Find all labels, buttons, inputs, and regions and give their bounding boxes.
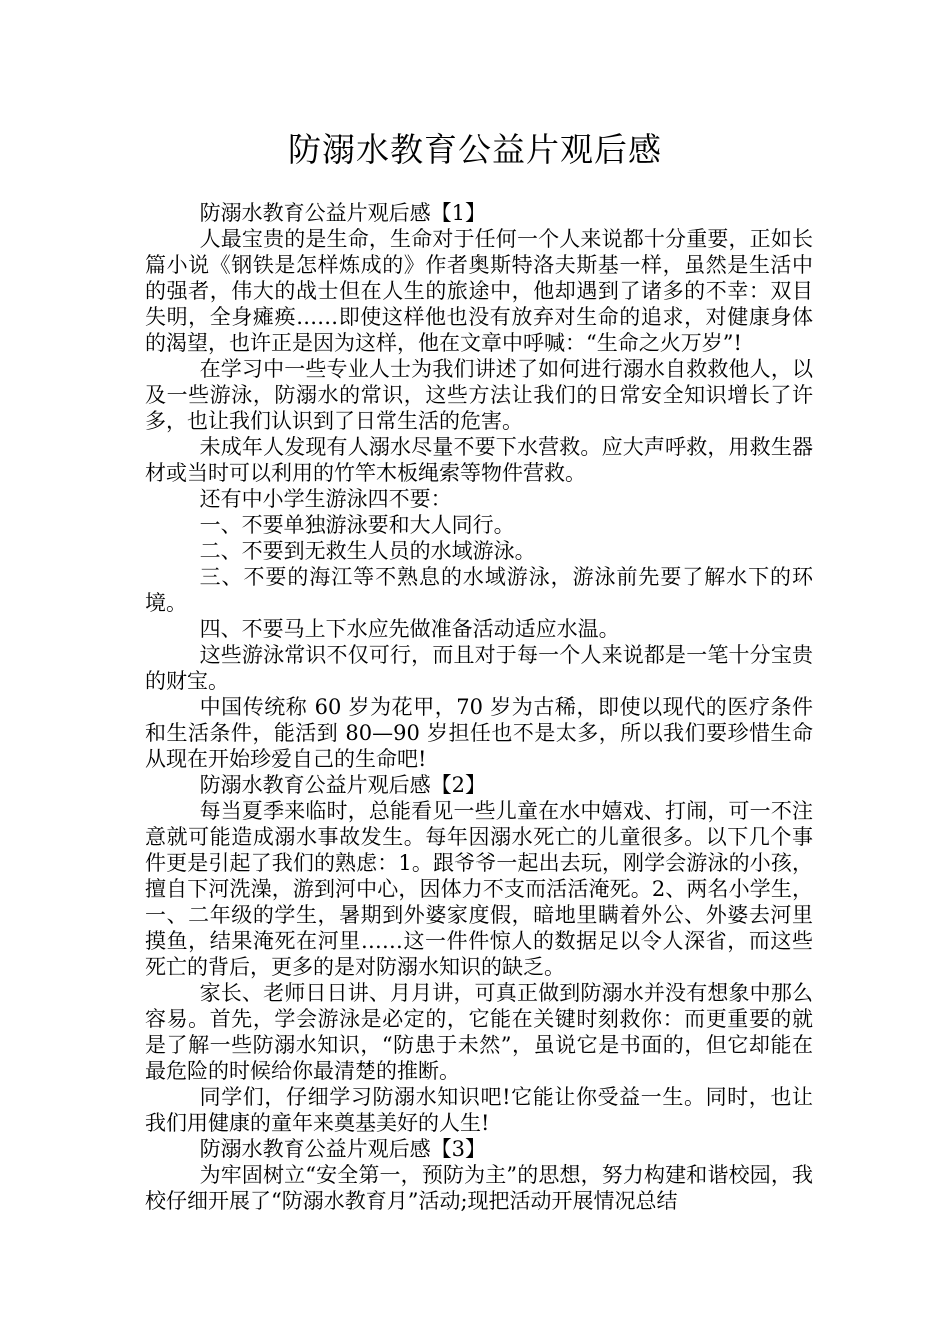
paragraph: 未成年人发现有人溺水尽量不要下水营救。应大声呼救，用救生器材或当时可以利用的竹竿木板绳索等物件营救。 xyxy=(145,435,813,485)
list-item: 四、不要马上下水应先做准备活动适应水温。 xyxy=(199,617,620,641)
paragraph: 这些游泳常识不仅可行，而且对于每一个人来说都是一笔十分宝贵的财宝。 xyxy=(145,643,813,693)
list-item: 二、不要到无救生人员的水域游泳。 xyxy=(199,539,536,563)
list-item: 三、不要的海江等不熟息的水域游泳，游泳前先要了解水下的环境。 xyxy=(145,565,813,615)
paragraph: 中国传统称 60 岁为花甲，70 岁为古稀，即使以现代的医疗条件和生活条件，能活到 80—90 岁担任也不是太多，所以我们要珍惜生命从现在开始珍爱自己的生命吧! xyxy=(145,695,813,771)
list-item: 一、不要单独游泳要和大人同行。 xyxy=(199,513,515,537)
paragraph: 家长、老师日日讲、月月讲，可真正做到防溺水并没有想象中那么容易。首先，学会游泳是必定的，它能在关键时刻救你：而更重要的就是了解一些防溺水知识，“防患于未然”，虽说它是书面的，但它却能在最危险的时候给你最清楚的推断。 xyxy=(145,981,813,1083)
paragraph: 在学习中一些专业人士为我们讲述了如何进行溺水自救救他人，以及一些游泳，防溺水的常识，这些方法让我们的日常安全知识增长了许多，也让我们认识到了日常生活的危害。 xyxy=(145,357,813,433)
section-heading-2: 防溺水教育公益片观后感【2】 xyxy=(199,773,486,797)
paragraph: 还有中小学生游泳四不要： xyxy=(199,487,452,511)
document-title: 防溺水教育公益片观后感 xyxy=(288,130,662,169)
paragraph: 为牢固树立“安全第一，预防为主”的思想，努力构建和谐校园，我校仔细开展了“防溺水教育月”活动;现把活动开展情况总结 xyxy=(145,1163,813,1213)
paragraph: 同学们，仔细学习防溺水知识吧!它能让你受益一生。同时，也让我们用健康的童年来奠基美好的人生! xyxy=(145,1085,813,1135)
section-heading-1: 防溺水教育公益片观后感【1】 xyxy=(199,201,486,225)
document-body xyxy=(145,200,813,1214)
section-heading-3: 防溺水教育公益片观后感【3】 xyxy=(199,1137,486,1161)
paragraph: 人最宝贵的是生命，生命对于任何一个人来说都十分重要，正如长篇小说《钢铁是怎样炼成的》作者奥斯特洛夫斯基一样，虽然是生活中的强者，伟大的战士但在人生的旅途中，他却遇到了诸多的不幸：双目失明，全身瘫痪……即使这样他也没有放弃对生命的追求，对健康身体的渴望，也许正是因为这样，他在文章中呼喊：“生命之火万岁”! xyxy=(145,227,813,355)
paragraph: 每当夏季来临时，总能看见一些儿童在水中嬉戏、打闹，可一不注意就可能造成溺水事故发生。每年因溺水死亡的儿童很多。以下几个事件更是引起了我们的熟虑：1。跟爷爷一起出去玩，刚学会游泳的小孩，擅自下河洗澡，游到河中心，因体力不支而活活淹死。2、两名小学生，一、二年级的学生，暑期到外婆家度假，暗地里瞒着外公、外婆去河里摸鱼，结果淹死在河里……这一件件惊人的数据足以令人深省，而这些死亡的背后，更多的是对防溺水知识的缺乏。 xyxy=(145,799,813,979)
